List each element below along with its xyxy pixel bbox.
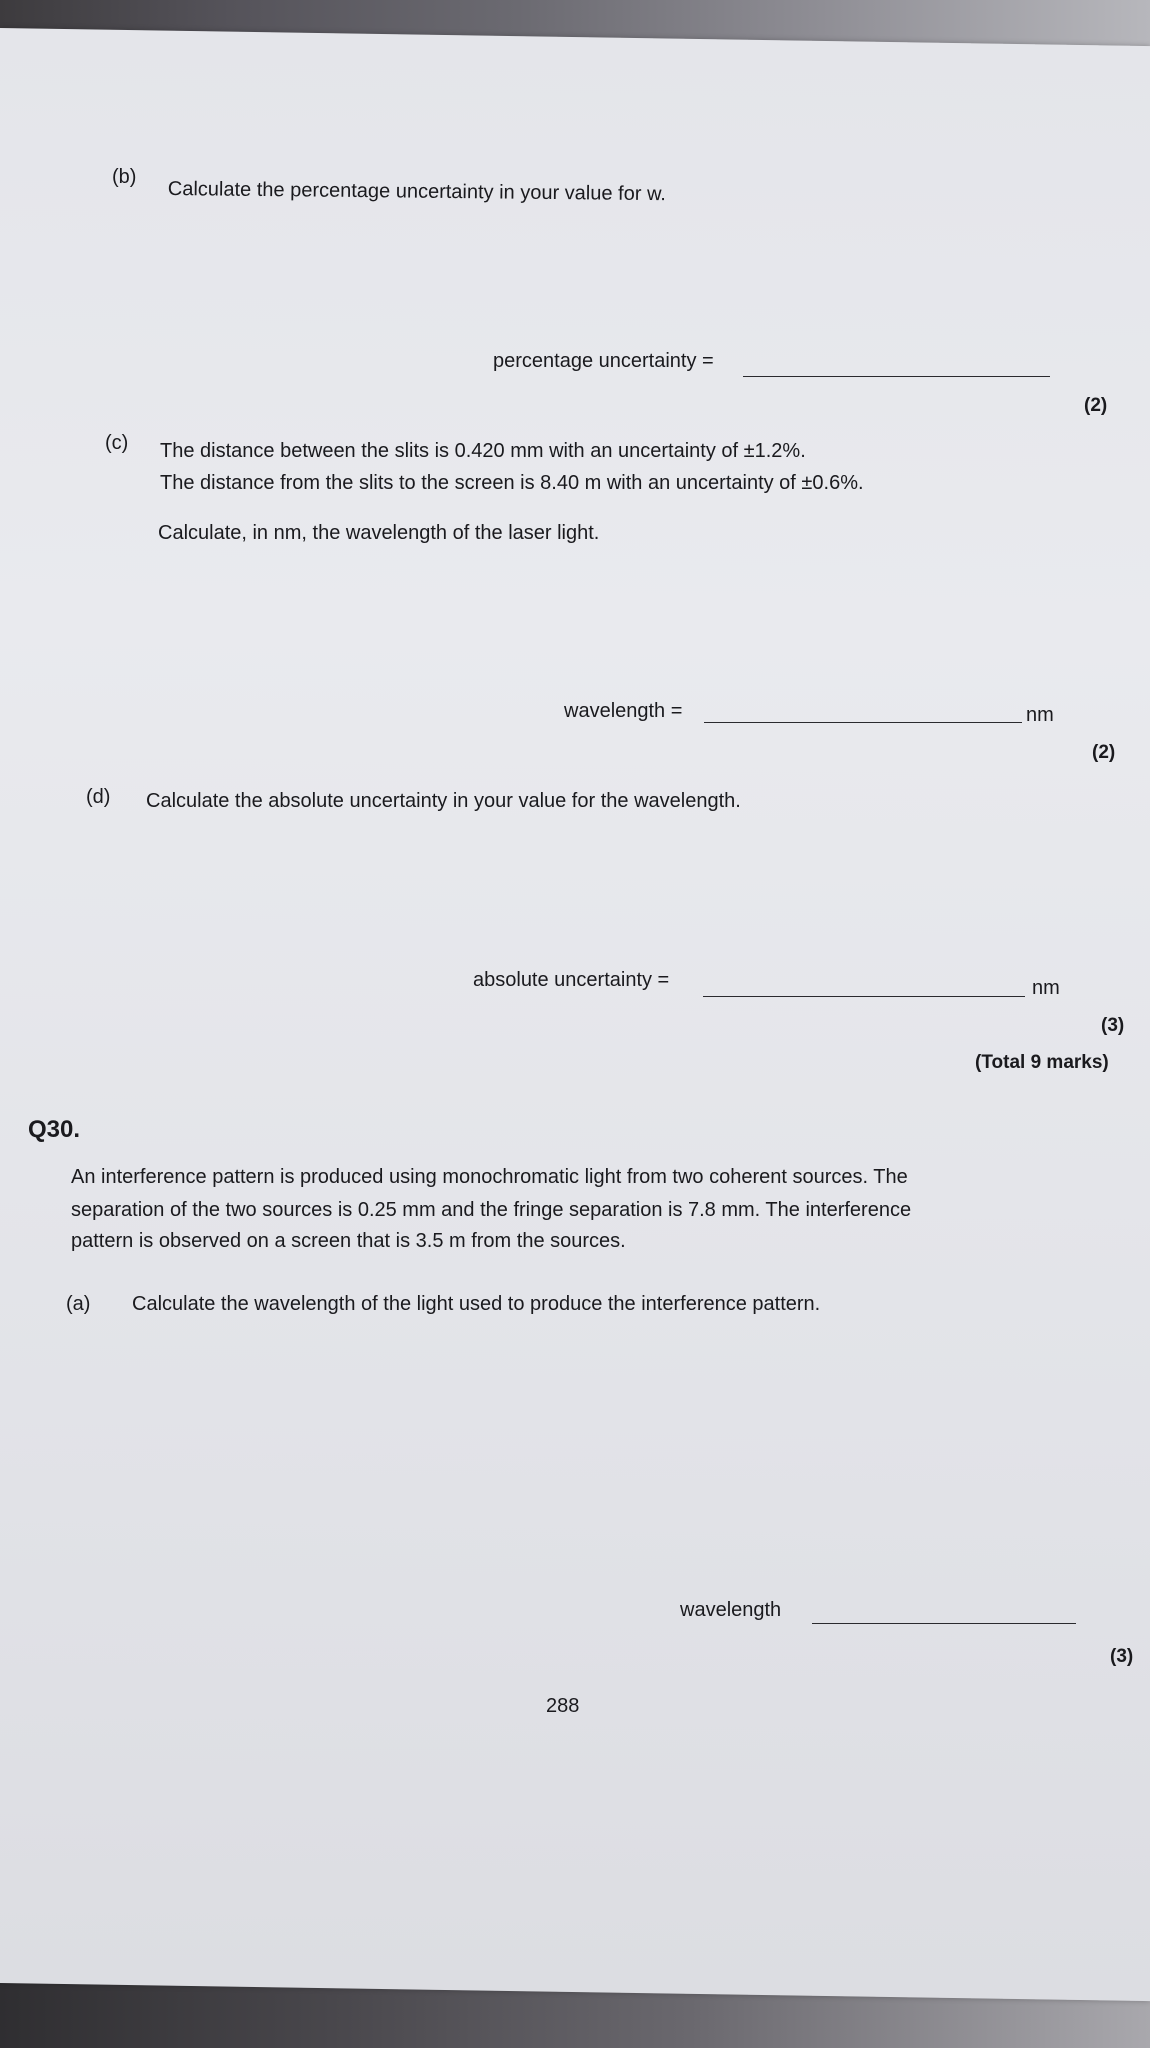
part-d-unit: nm: [1032, 977, 1060, 999]
q30-intro-line-2: separation of the two sources is 0.25 mm and the fringe separation is 7.8 mm. The interference: [71, 1199, 912, 1221]
part-c-unit: nm: [1026, 704, 1054, 726]
part-c-instruction: Calculate, in nm, the wavelength of the laser light.: [158, 522, 600, 544]
part-c-line-1: The distance between the slits is 0.420 mm with an uncertainty of ±1.2%.: [160, 440, 806, 462]
part-b-question: Calculate the percentage uncertainty in your value for w.: [167, 177, 667, 206]
part-c-label: (c): [105, 432, 129, 454]
q30-intro-line-3: pattern is observed on a screen that is 3.5 m from the sources.: [71, 1230, 626, 1252]
part-c-answer-label: wavelength =: [564, 700, 683, 722]
q30-part-a-answer-line[interactable]: [812, 1623, 1076, 1624]
part-c-line-2: The distance from the slits to the screen is 8.40 m with an uncertainty of ±0.6%.: [160, 472, 864, 494]
q30-intro-line-1: An interference pattern is produced using monochromatic light from two coherent sources. The: [71, 1166, 908, 1188]
part-c-marks: (2): [1092, 742, 1116, 763]
part-d-question: Calculate the absolute uncertainty in your value for the wavelength.: [146, 790, 741, 812]
q30-part-a-answer-label: wavelength: [680, 1599, 782, 1621]
part-d-label: (d): [86, 786, 111, 808]
part-b-marks: (2): [1084, 395, 1108, 416]
part-b-answer-label: percentage uncertainty =: [493, 350, 714, 372]
question-number: Q30.: [28, 1116, 81, 1143]
q30-part-a-marks: (3): [1110, 1646, 1134, 1667]
q30-part-a-question: Calculate the wavelength of the light used to produce the interference pattern.: [132, 1293, 821, 1315]
part-d-answer-line[interactable]: [703, 996, 1025, 997]
part-d-answer-label: absolute uncertainty =: [473, 969, 670, 991]
part-b-answer-line[interactable]: [743, 376, 1050, 377]
part-d-marks: (3): [1101, 1015, 1125, 1036]
page-number: 288: [546, 1695, 580, 1717]
total-marks: (Total 9 marks): [975, 1052, 1109, 1073]
part-b-label: (b): [112, 166, 137, 188]
part-c-answer-line[interactable]: [704, 722, 1022, 723]
q30-part-a-label: (a): [66, 1293, 91, 1315]
